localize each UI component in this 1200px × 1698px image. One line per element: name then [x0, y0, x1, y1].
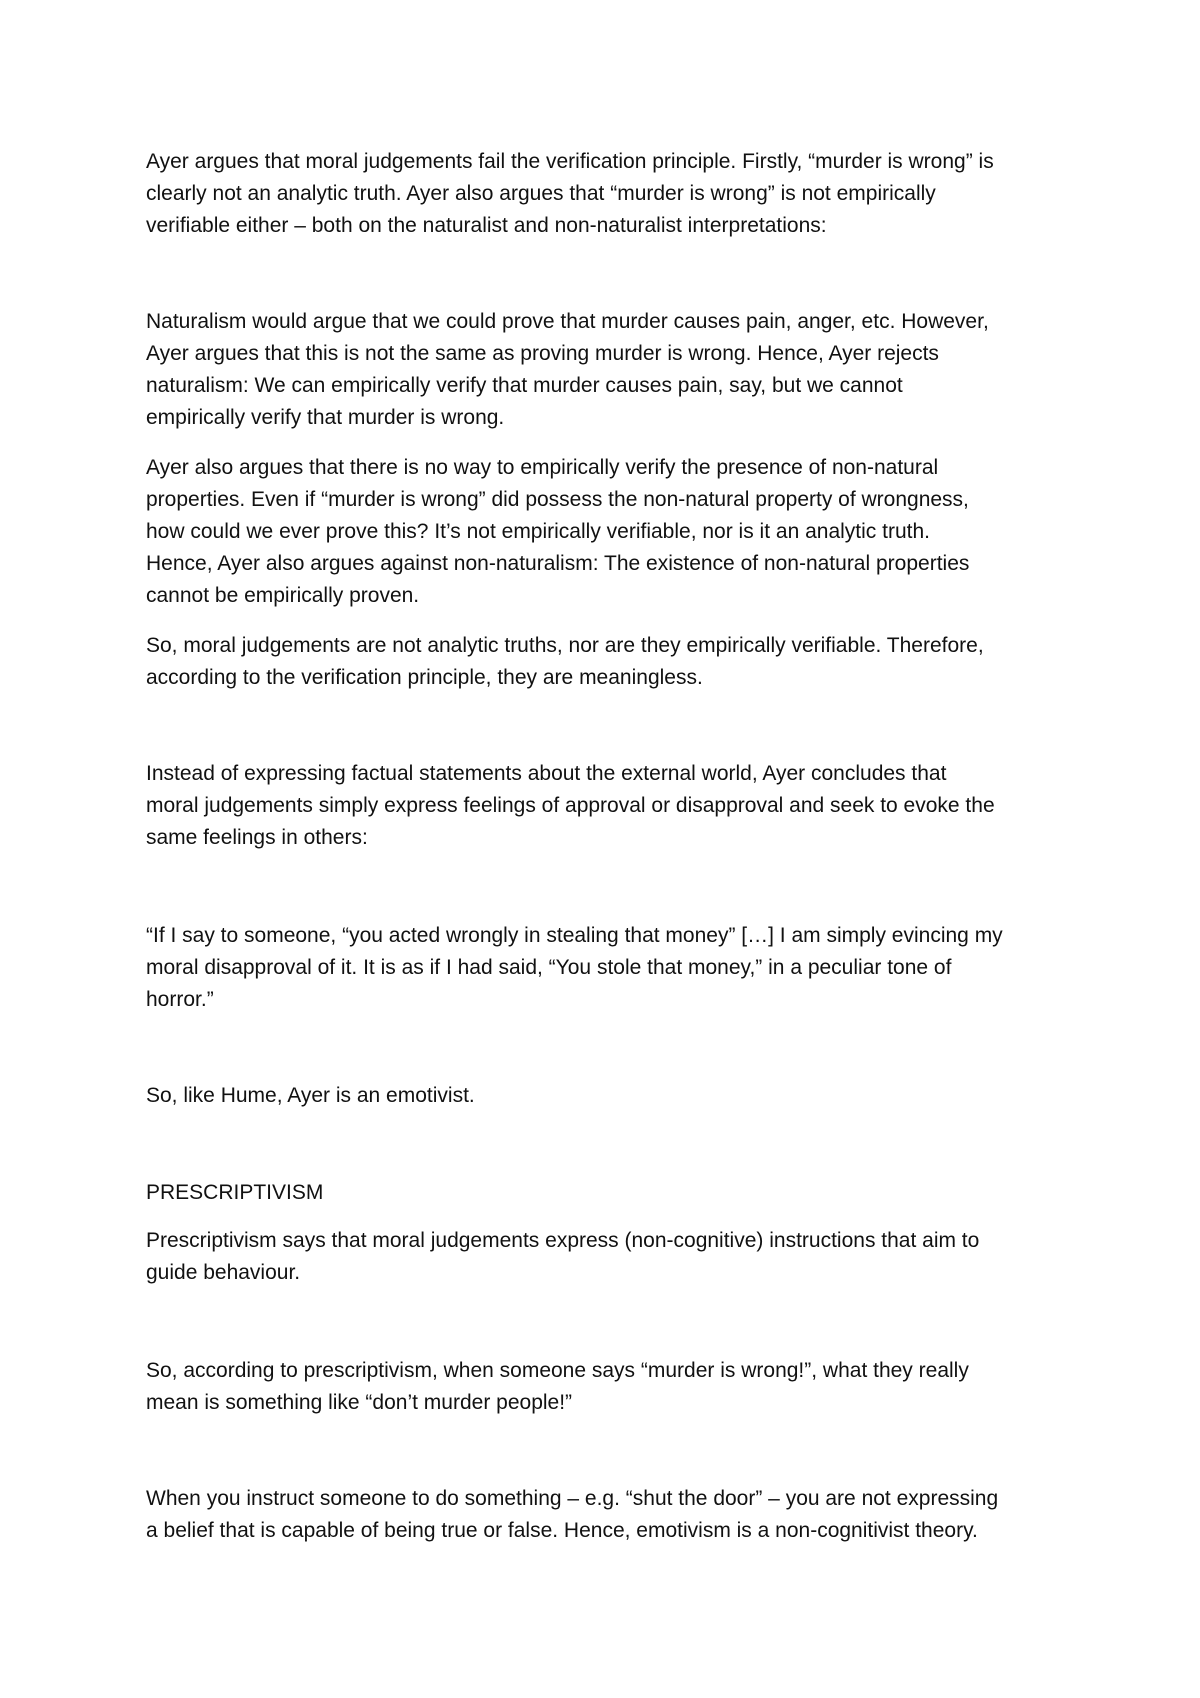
paragraph-emotivism-intro: Instead of expressing factual statements about the external world, Ayer concludes that moral judgements simply express feelings of approval or disapproval and seek to evoke the same feelings in others: — [146, 762, 995, 849]
paragraph-emotivist-summary: So, like Hume, Ayer is an emotivist. — [146, 1084, 475, 1107]
paragraph-ayer-quote: “If I say to someone, “you acted wrongly in stealing that money” […] I am simply evincing my moral disapproval of it. It is as if I had said, “You stole that money,” in a peculiar tone of horror.” — [146, 924, 1003, 1011]
paragraph-verification-principle: Ayer argues that moral judgements fail the verification principle. Firstly, “murder is wrong” is clearly not an analytic truth. Ayer also argues that “murder is wrong” is not empirically verifiable either – both on the naturalist and non-naturalist interpretations: — [146, 150, 994, 237]
paragraph-non-cognitivist: When you instruct someone to do something – e.g. “shut the door” – you are not expressing a belief that is capable of being true or false. Hence, emotivism is a non-cognitivist theory. — [146, 1487, 999, 1542]
paragraph-naturalism: Naturalism would argue that we could prove that murder causes pain, anger, etc. However, Ayer argues that this is not the same as proving murder is wrong. Hence, Ayer rejects naturalism: We can empirically verify that murder causes pain, say, but we cannot empirically verify that murder is wrong. — [146, 310, 989, 429]
section-heading-prescriptivism: PRESCRIPTIVISM — [146, 1181, 324, 1204]
paragraph-non-naturalism: Ayer also argues that there is no way to empirically verify the presence of non-natural properties. Even if “murder is wrong” did possess the non-natural property of wrongness, how could we ever prove this? It’s not empirically verifiable, nor is it an analytic truth. Hence, Ayer also argues against non-naturalism: The existence of non-natural properties cannot be empirically proven. — [146, 456, 970, 607]
paragraph-prescriptivism-example: So, according to prescriptivism, when someone says “murder is wrong!”, what they really mean is something like “don’t murder people!” — [146, 1359, 969, 1414]
paragraph-prescriptivism-definition: Prescriptivism says that moral judgements express (non-cognitive) instructions that aim to guide behaviour. — [146, 1229, 980, 1284]
paragraph-meaningless-conclusion: So, moral judgements are not analytic truths, nor are they empirically verifiable. Therefore, according to the verification principle, they are meaningless. — [146, 634, 984, 689]
